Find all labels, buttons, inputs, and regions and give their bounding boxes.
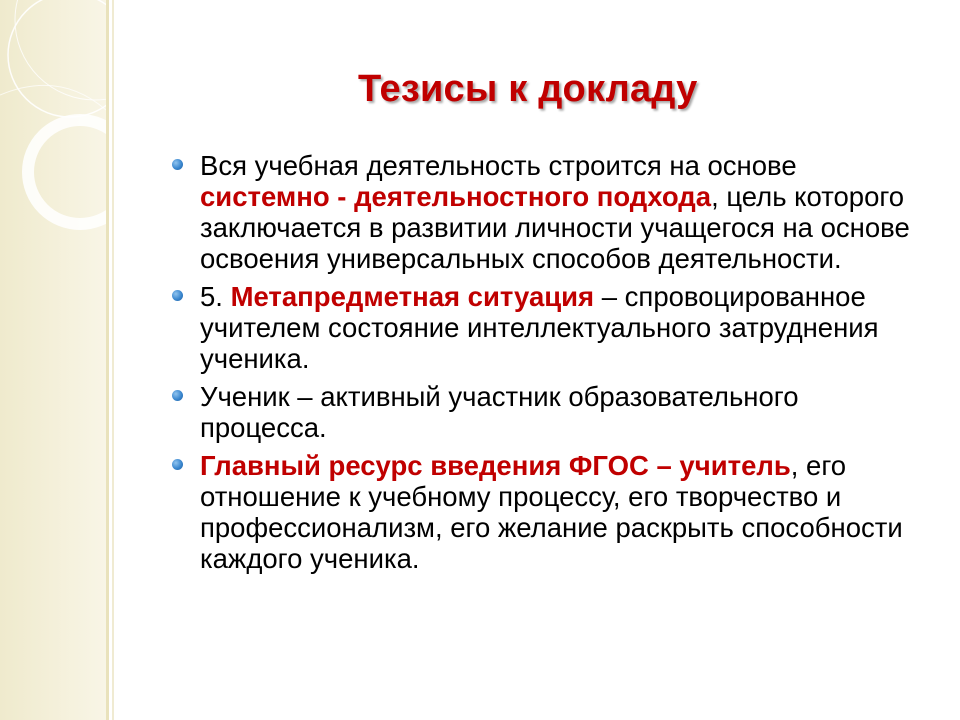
bullet-text-tail: , его отношение к учебному процессу, его творчество и профессионализм, его желание раскрыть способности каждого ученика.	[200, 450, 903, 574]
slide-title: Тезисы к докладу	[358, 68, 698, 110]
bullet-text: Ученик – активный участник образовательного процесса.	[200, 381, 799, 443]
bullet-icon	[172, 290, 183, 301]
bullet-highlight: Метапредметная ситуация	[230, 281, 595, 312]
bullet-icon	[172, 390, 183, 401]
list-item	[172, 450, 912, 574]
list-item	[172, 281, 912, 374]
panel-divider-thin	[112, 0, 114, 720]
bullet-highlight: системно - деятельностного подхода	[200, 181, 712, 212]
list-item	[172, 150, 912, 274]
bullet-highlight: Главный ресурс введения ФГОС – учитель	[200, 450, 791, 481]
panel-divider	[106, 0, 109, 720]
bullet-text-tail: , цель которого заключается в развитии личности учащегося на основе освоения универсальных способов деятельности.	[200, 181, 910, 274]
bullet-list	[172, 150, 912, 581]
bullet-text: Вся учебная деятельность строится на основе	[200, 150, 797, 181]
decorative-circles-graphic	[0, 0, 106, 720]
decorative-side-panel	[0, 0, 106, 720]
bullet-icon	[172, 459, 183, 470]
bullet-icon	[172, 159, 183, 170]
list-item	[172, 381, 912, 443]
bullet-text: 5.	[200, 281, 231, 312]
bullet-text-tail: – спровоцированное учителем состояние интеллектуального затруднения ученика.	[200, 281, 879, 374]
